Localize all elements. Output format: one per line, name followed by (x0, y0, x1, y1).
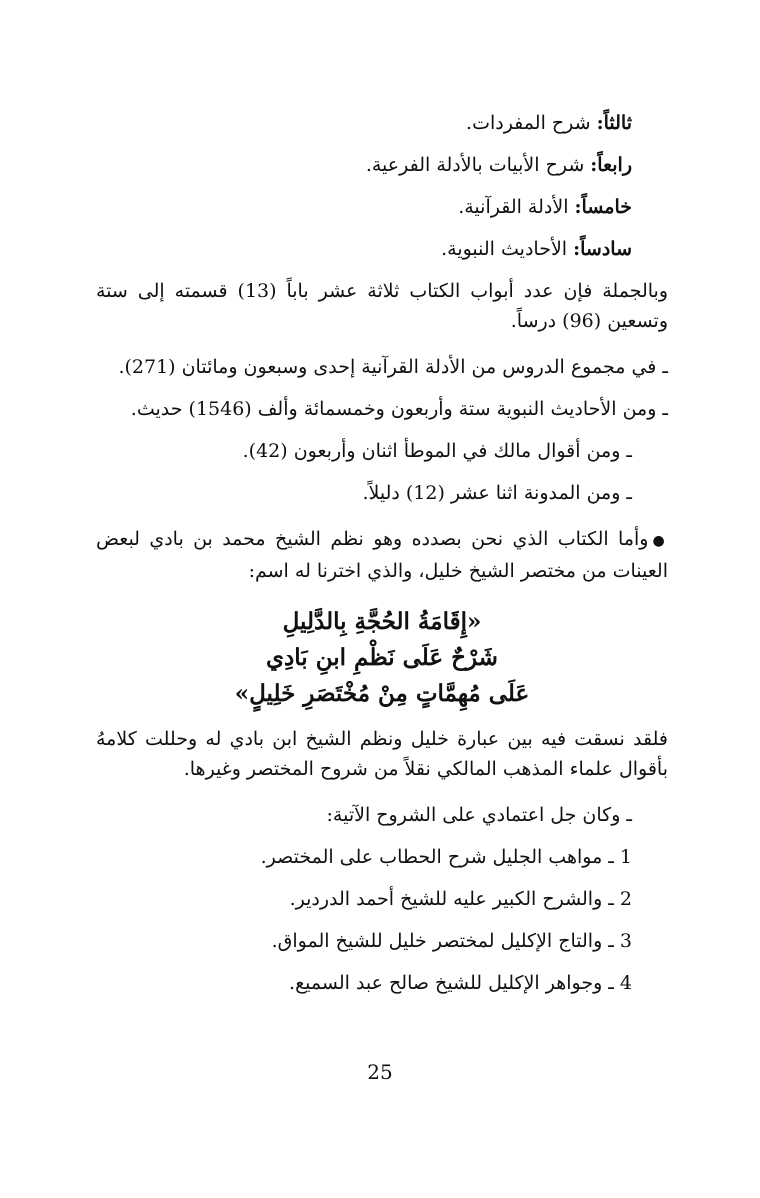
book-title (96, 604, 668, 712)
item-text: الأحاديث النبوية. (441, 238, 574, 260)
page-number: 25 (367, 1060, 393, 1084)
source-item: 2 ـ والشرح الكبير عليه للشيخ أحمد الدردير. (289, 888, 632, 910)
item-label: ثالثاً: (596, 112, 632, 134)
intro-item (96, 150, 668, 180)
intro-item (96, 108, 668, 138)
book-paragraph (96, 524, 668, 586)
intro-item (96, 192, 668, 222)
count-line: ـ ومن المدونة اثنا عشر (12) دليلاً. (362, 482, 632, 504)
item-label: سادساً: (573, 238, 632, 260)
source-item: 4 ـ وجواهر الإكليل للشيخ صالح عبد السميع. (289, 972, 632, 994)
count-line: ـ ومن الأحاديث النبوية ستة وأربعون وخمسمائة وألف (1546) حديث. (130, 398, 668, 420)
sources-intro: ـ وكان جل اعتمادي على الشروح الآتية: (326, 804, 632, 826)
item-label: خامساً: (574, 196, 632, 218)
book-title-line: عَلَى مُهِمَّاتٍ مِنْ مُخْتَصَرِ خَلِيلٍ» (234, 680, 530, 707)
item-text: شرح المفردات. (466, 112, 597, 134)
intro-item (96, 234, 668, 264)
page-body (96, 108, 668, 998)
item-text: الأدلة القرآنية. (458, 196, 575, 218)
source-item: 1 ـ مواهب الجليل شرح الحطاب على المختصر. (260, 846, 632, 868)
book-paragraph-text: وأما الكتاب الذي نحن بصدده وهو نظم الشيخ محمد بن بادي لبعض العينات من مختصر الشيخ خليل، والذي اخترنا له اسم: (96, 528, 668, 582)
source-item: 3 ـ والتاج الإكليل لمختصر خليل للشيخ المواق. (271, 930, 632, 952)
item-label: رابعاً: (590, 154, 632, 176)
book-title-line: «إِقَامَةُ الحُجَّةِ بِالدَّلِيلِ (282, 608, 482, 635)
item-text: شرح الأبيات بالأدلة الفرعية. (365, 154, 591, 176)
method-paragraph: فلقد نسقت فيه بين عبارة خليل ونظم الشيخ ابن بادي له وحللت كلامهُ بأقوال علماء المذهب المالكي نقلاً من شروح المختصر وغيرها. (96, 728, 668, 780)
count-line: ـ في مجموع الدروس من الأدلة القرآنية إحدى وسبعون ومائتان (271). (118, 356, 668, 378)
bullet-icon: ● (652, 533, 669, 549)
count-line: ـ ومن أقوال مالك في الموطأ اثنان وأربعون (42). (242, 440, 632, 462)
summary-paragraph: وبالجملة فإن عدد أبواب الكتاب ثلاثة عشر باباً (13) قسمته إلى ستة وتسعين (96) درساً. (96, 280, 668, 332)
book-title-line: شَرْحٌ عَلَى نَظْمِ ابنِ بَادِي (266, 644, 498, 671)
